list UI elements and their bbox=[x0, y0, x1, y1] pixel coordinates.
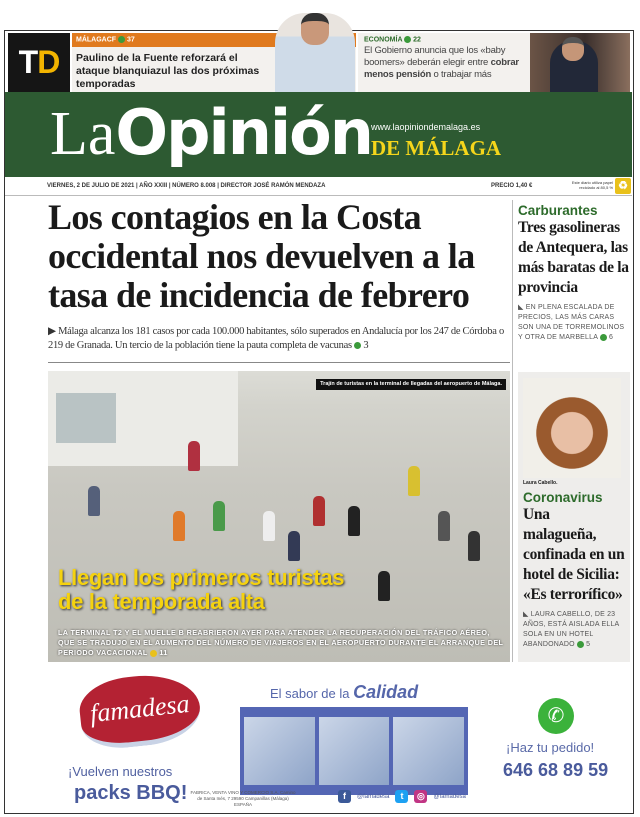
teaser-economy[interactable] bbox=[358, 33, 530, 92]
recycle-icon: ♻ bbox=[615, 178, 631, 194]
td-logo[interactable] bbox=[8, 33, 70, 92]
lead-deck: ▶ Málaga alcanza los 181 casos por cada 100.000 habitantes, sólo superados en Andalucía por los 247 de Córdoba o 219 de Granada. Un tercio de la población tiene la pauta completa de vacunas 3 bbox=[48, 326, 504, 351]
page-ref-icon bbox=[118, 36, 125, 43]
teaser-text: Paulino de la Fuente reforzará el ataque blanquiazul las dos próximas temporadas bbox=[76, 52, 260, 90]
airport-photo[interactable] bbox=[48, 371, 510, 662]
teaser-text: El Gobierno anuncia que los «baby boomers» deberán elegir entre cobrar menos pensión o trabajar más bbox=[364, 45, 519, 81]
page-ref-icon bbox=[150, 650, 157, 657]
famadesa-ad[interactable] bbox=[48, 672, 630, 812]
headline: Una malagueña, confinada en un hotel de Sicilia: «Es terrorífico» bbox=[523, 506, 625, 603]
headline: Tres gasolineras de Antequera, las más baratas de la provincia bbox=[518, 219, 629, 296]
page-ref-icon bbox=[577, 641, 584, 648]
politician-photo bbox=[530, 33, 630, 92]
date-info: VIERNES, 2 DE JULIO DE 2021 | AÑO XXIII | NÚMERO 8.008 | DIRECTOR JOSÉ RAMÓN MENDAZA bbox=[47, 183, 326, 189]
ad-line2: packs BBQ! bbox=[74, 782, 188, 804]
photo-caption: Trajín de turistas en la terminal de llegadas del aeropuerto de Málaga. bbox=[316, 379, 506, 390]
famadesa-logo: famadesa bbox=[77, 670, 204, 752]
lead-headline[interactable]: Los contagios en la Costa occidental nos devuelven a la tasa de incidencia de febrero bbox=[48, 197, 475, 315]
deck: ◣ EN PLENA ESCALADA DE PRECIOS, LAS MÁS CARAS SON UNA DE TORREMOLINOS Y OTRA DE MARBELLA 6 bbox=[518, 304, 625, 341]
masthead-subtitle: DE MÁLAGA bbox=[371, 136, 502, 160]
teaser-section: ECONOMÍA 22 bbox=[364, 36, 421, 44]
photo-deck: LA TERMINAL T2 Y EL MUELLE B REABRIERON AYER PARA ATENDER LA RECUPERACIÓN DEL TRÁFICO AÉREO, QUE SE TRADUJO EN EL AUMENTO DEL NÚMERO DE VIAJEROS EN EL AEROPUERTO DURANTE EL ARRANQUE DEL PERIODO VACACIONAL 11 bbox=[58, 628, 504, 657]
sidebar-fuel[interactable] bbox=[518, 203, 630, 343]
facebook-icon[interactable]: f bbox=[338, 790, 351, 803]
laura-photo bbox=[523, 378, 621, 478]
price: PRECIO 1,40 € bbox=[491, 183, 533, 189]
divider bbox=[48, 362, 510, 363]
website-url[interactable]: www.laopiniondemalaga.es bbox=[371, 122, 481, 132]
social-links: f @famadesa t ◎ @famadesa bbox=[338, 790, 466, 803]
photo-caption: Laura Cabello. bbox=[523, 480, 558, 486]
ad-phone[interactable]: 646 68 89 59 bbox=[503, 760, 609, 780]
masthead bbox=[5, 92, 632, 177]
ad-cta: ¡Haz tu pedido! bbox=[506, 740, 595, 755]
twitter-icon[interactable]: t bbox=[395, 790, 408, 803]
kicker: Coronavirus bbox=[523, 490, 603, 505]
sidebar-covid[interactable] bbox=[518, 372, 630, 662]
page-ref-icon bbox=[354, 342, 361, 349]
teaser-section: MÁLAGACF 37 bbox=[72, 33, 356, 47]
newspaper-logo[interactable]: LaOpinión bbox=[50, 96, 372, 169]
deck: ◣ LAURA CABELLO, DE 23 AÑOS, ESTÁ AISLADA ELLA SOLA EN UN HOTEL ABANDONADO 5 bbox=[523, 611, 620, 648]
dateline bbox=[5, 177, 632, 196]
filmstrip-image bbox=[240, 707, 468, 795]
td-t: T bbox=[18, 44, 38, 80]
player-photo bbox=[275, 13, 355, 92]
td-d: D bbox=[37, 44, 60, 80]
whatsapp-icon: ✆ bbox=[538, 698, 574, 734]
recycled-note: Este diario utiliza papel reciclado al 80,5 % bbox=[571, 180, 613, 190]
kicker: Carburantes bbox=[518, 203, 598, 218]
page-ref-icon bbox=[600, 334, 607, 341]
column-divider bbox=[512, 200, 513, 662]
ad-line1: ¡Vuelven nuestros bbox=[68, 764, 173, 779]
ad-address: FABRICA, VENTA VINO Y COMERCIO S.A. Camino de Santa Inés, 7 29590 Campanillas (Málaga) ESPAÑA bbox=[190, 790, 296, 807]
photo-headline[interactable]: Llegan los primeros turistas de la temporada alta bbox=[58, 565, 345, 614]
ad-slogan: El sabor de la Calidad bbox=[270, 682, 419, 702]
page-ref-icon bbox=[404, 36, 411, 43]
instagram-icon[interactable]: ◎ bbox=[414, 790, 427, 803]
